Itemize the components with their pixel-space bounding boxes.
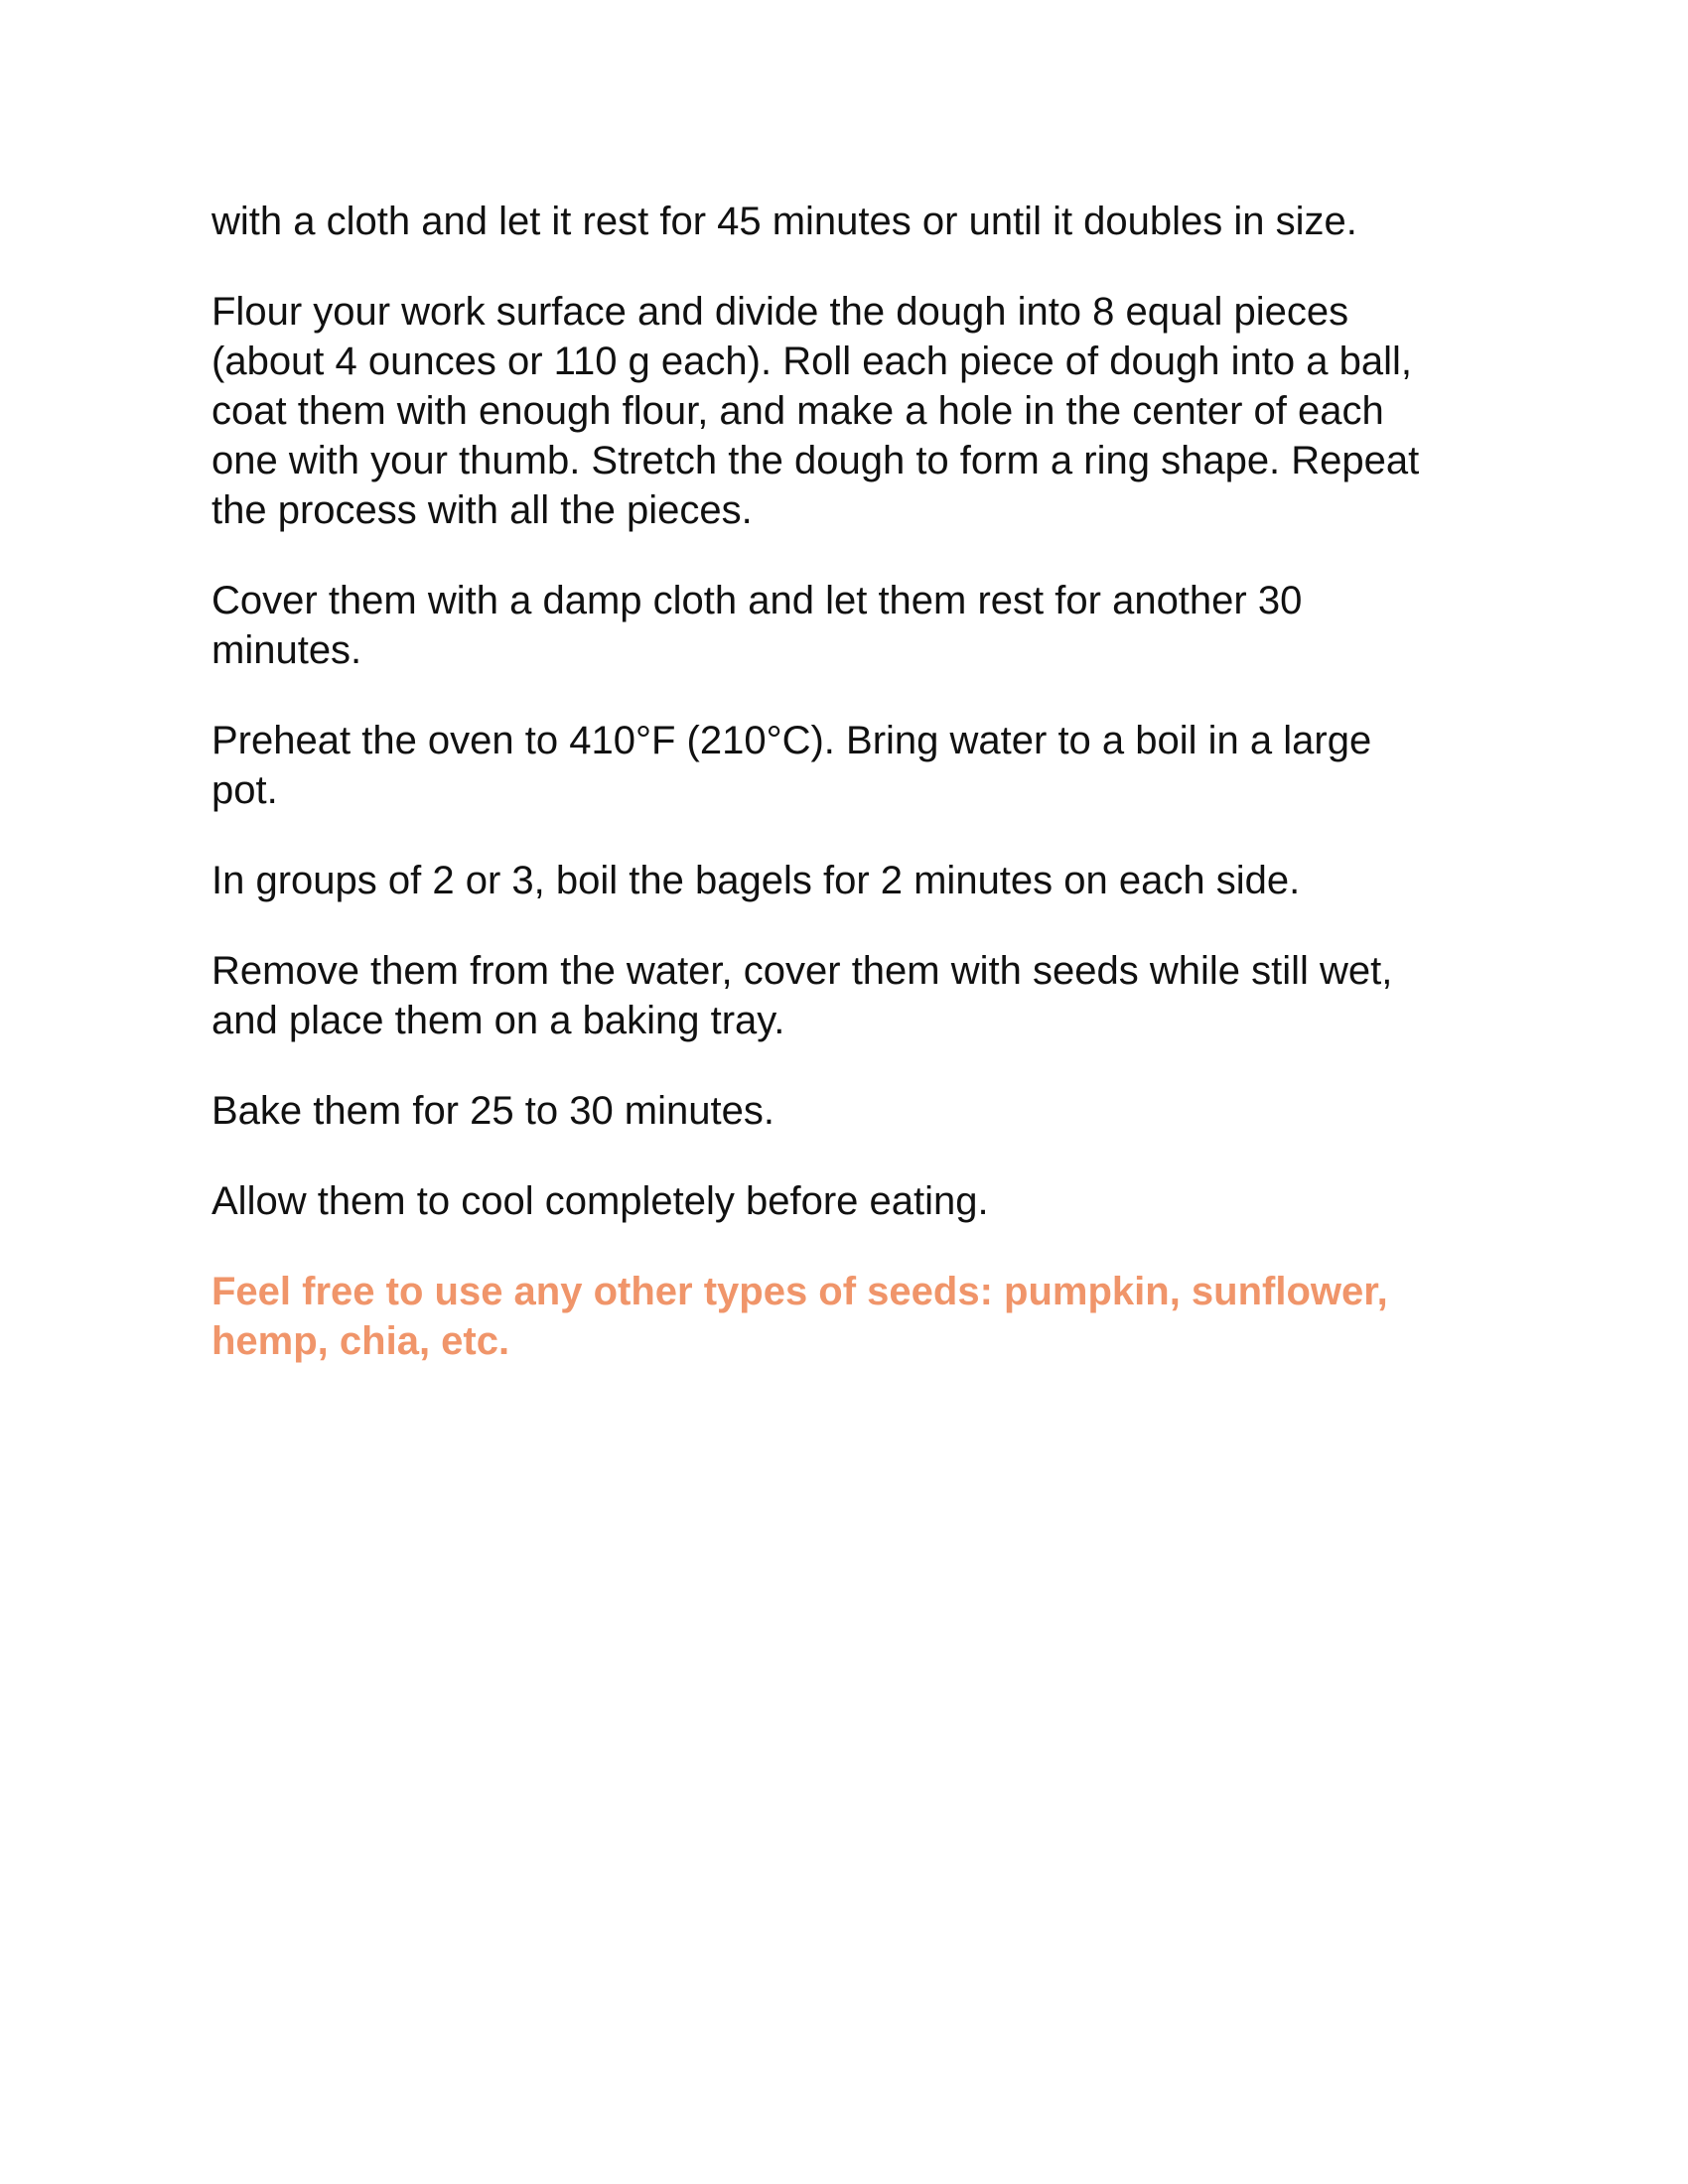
paragraph-cool: Allow them to cool completely before eating. [211,1179,989,1223]
paragraph-second-rest: Cover them with a damp cloth and let them rest for another 30 minutes. [211,579,1303,672]
paragraph-bake: Bake them for 25 to 30 minutes. [211,1089,774,1133]
recipe-instructions [211,197,1502,1366]
paragraph-rest-dough: with a cloth and let it rest for 45 minutes or until it doubles in size. [211,200,1357,243]
seed-variation-note: Feel free to use any other types of seeds: pumpkin, sunflower, hemp, chia, etc. [211,1270,1388,1363]
paragraph-preheat: Preheat the oven to 410°F (210°C). Bring water to a boil in a large pot. [211,719,1372,812]
paragraph-boil: In groups of 2 or 3, boil the bagels for 2 minutes on each side. [211,859,1301,902]
paragraph-seeds: Remove them from the water, cover them with seeds while still wet, and place them on a baking tray. [211,949,1393,1042]
paragraph-shape-bagels: Flour your work surface and divide the dough into 8 equal pieces (about 4 ounces or 110 g each). Roll each piece of dough into a ball, coat them with enough flour, and make a hole in the center of each one with your thumb. Stretch the dough to form a ring shape. Repeat the process with all the pieces. [211,290,1420,532]
